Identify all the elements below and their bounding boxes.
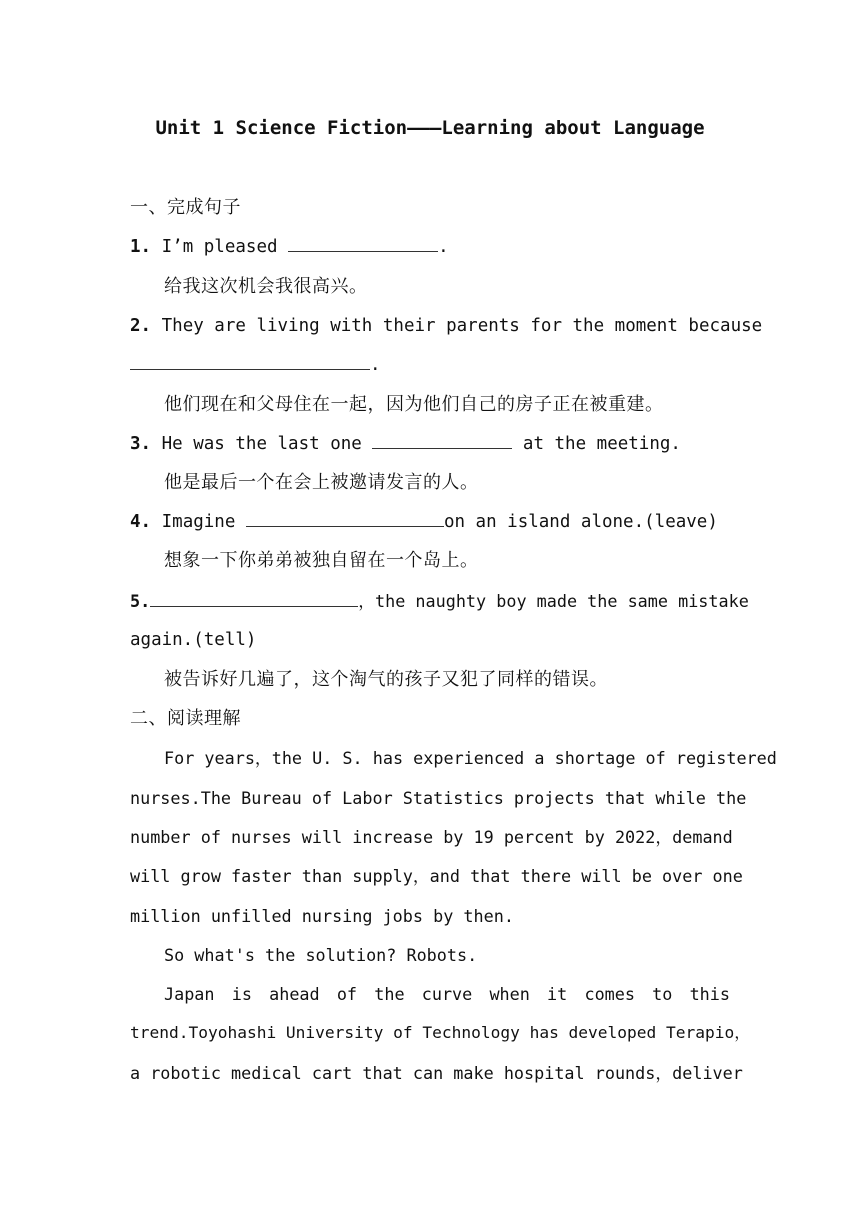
section1-heading: 一、完成句子	[130, 197, 241, 218]
question-5	[130, 589, 749, 613]
passage-line: nurses.The Bureau of Labor Statistics projects that while the	[130, 788, 747, 808]
question-3	[130, 432, 730, 456]
question-text: I’m pleased	[161, 237, 278, 257]
translation-4: 想象一下你弟弟被独自留在一个岛上。	[164, 550, 479, 571]
question-text-end: .	[438, 237, 449, 257]
passage-line: number of nurses will increase by 19 percent by 2022，demand	[130, 827, 733, 847]
passage-line: a robotic medical cart that can make hospital rounds，deliver	[130, 1063, 743, 1083]
passage-line: will grow faster than supply，and that there will be over one	[130, 866, 743, 886]
translation-1: 给我这次机会我很高兴。	[164, 276, 368, 297]
translation-5: 被告诉好几遍了，这个淘气的孩子又犯了同样的错误。	[164, 669, 608, 690]
question-2-cont	[130, 353, 730, 377]
question-text-end: on an island alone.(leave)	[443, 512, 718, 532]
question-text: Imagine	[161, 512, 236, 532]
question-text: ，the naughty boy made the same mistake	[358, 591, 749, 611]
question-text-end: .	[370, 355, 381, 375]
question-5-cont: again.(tell)	[130, 630, 257, 650]
question-1	[130, 235, 730, 259]
question-text: He was the last one	[161, 434, 362, 454]
answer-blank[interactable]	[372, 432, 512, 449]
passage-line: trend.Toyohashi University of Technology has developed Terapio，	[130, 1023, 751, 1042]
page-title: Unit 1 Science Fiction———Learning about Language	[155, 117, 705, 139]
question-4	[130, 510, 730, 534]
passage-line: million unfilled nursing jobs by then.	[130, 906, 514, 926]
question-number: 1.	[130, 237, 152, 257]
translation-3: 他是最后一个在会上被邀请发言的人。	[164, 472, 479, 493]
question-text: They are living with their parents for the moment because	[161, 316, 763, 336]
answer-blank[interactable]	[150, 590, 358, 607]
question-2	[130, 314, 763, 338]
answer-blank[interactable]	[288, 235, 438, 252]
translation-2: 他们现在和父母住在一起，因为他们自己的房子正在被重建。	[164, 394, 664, 415]
question-number: 3.	[130, 434, 152, 454]
answer-blank[interactable]	[246, 510, 444, 527]
passage-line: For years，the U. S. has experienced a shortage of registered	[164, 748, 777, 768]
question-number: 5.	[130, 591, 151, 611]
question-text-end: at the meeting.	[522, 434, 681, 454]
passage-line: Japan is ahead of the curve when it comes to this	[164, 984, 730, 1004]
question-number: 4.	[130, 512, 152, 532]
passage-line: So what's the solution? Robots.	[164, 945, 478, 965]
section2-heading: 二、阅读理解	[130, 708, 241, 729]
answer-blank[interactable]	[130, 353, 370, 370]
question-number: 2.	[130, 316, 152, 336]
